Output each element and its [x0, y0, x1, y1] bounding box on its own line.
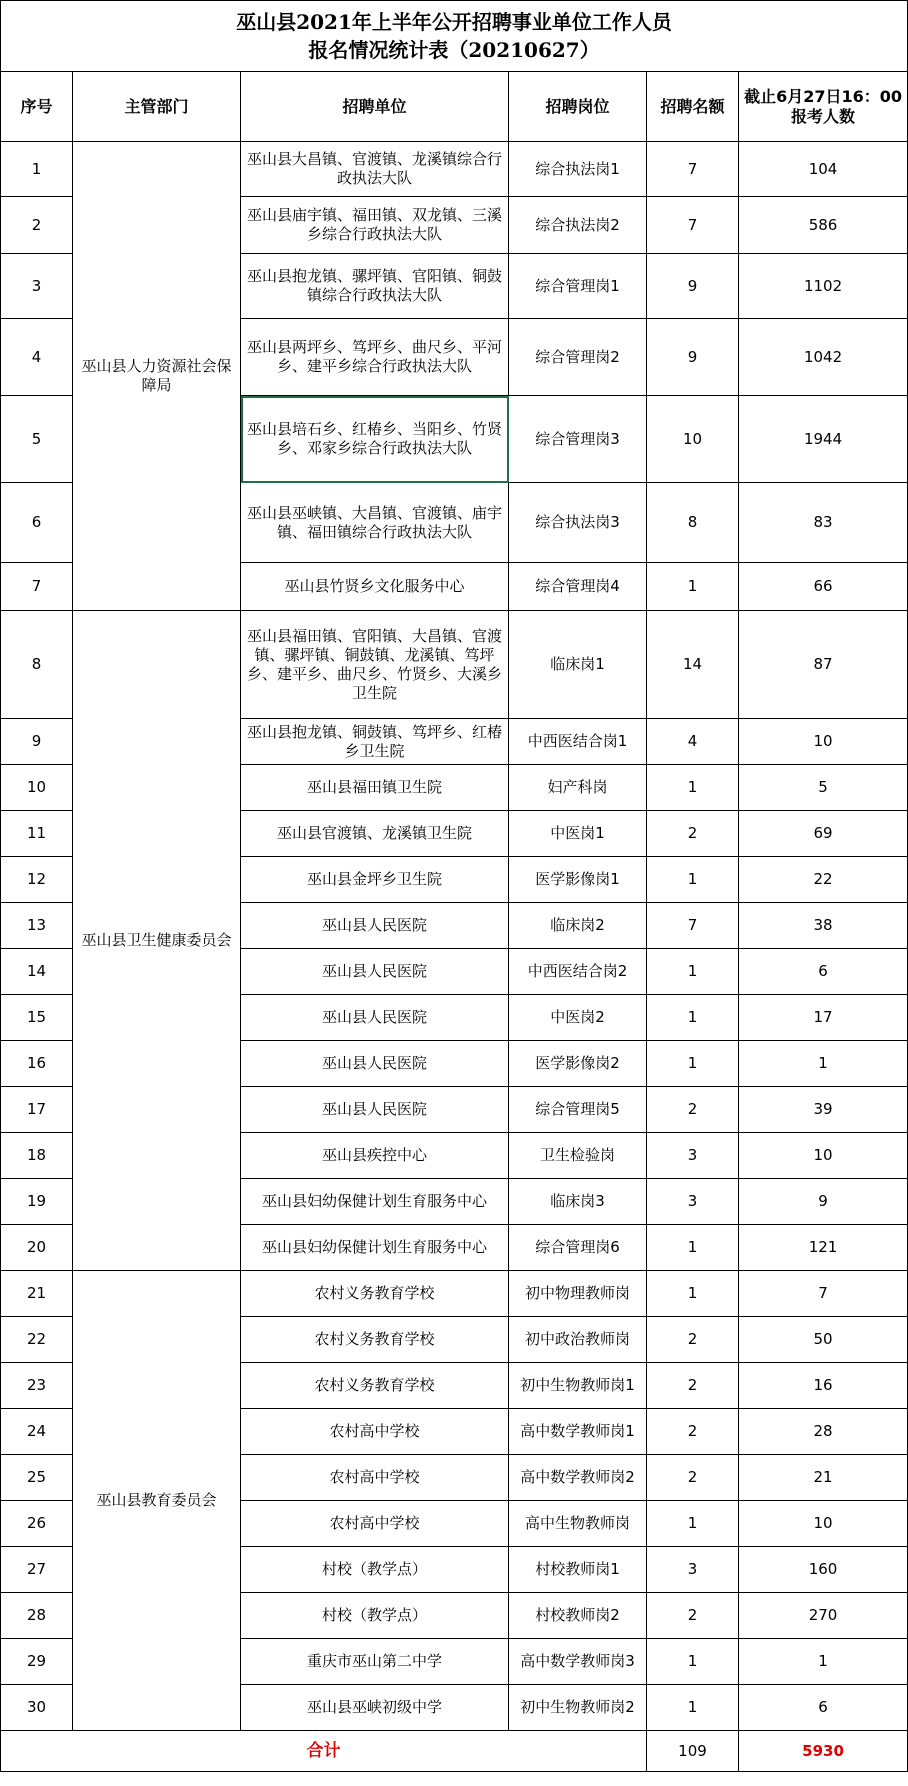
cell-applicants[interactable]: 121 — [739, 1225, 908, 1271]
cell-quota[interactable]: 7 — [647, 903, 739, 949]
cell-position[interactable]: 初中物理教师岗 — [509, 1271, 647, 1317]
cell-quota[interactable]: 10 — [647, 396, 739, 483]
cell-applicants[interactable]: 6 — [739, 1685, 908, 1731]
cell-applicants[interactable]: 21 — [739, 1455, 908, 1501]
cell-position[interactable]: 中医岗2 — [509, 995, 647, 1041]
cell-position[interactable]: 高中数学教师岗2 — [509, 1455, 647, 1501]
cell-applicants[interactable]: 1 — [739, 1041, 908, 1087]
cell-applicants[interactable]: 5 — [739, 765, 908, 811]
cell-applicants[interactable]: 66 — [739, 563, 908, 611]
cell-position[interactable]: 初中生物教师岗2 — [509, 1685, 647, 1731]
cell-applicants[interactable]: 22 — [739, 857, 908, 903]
total-label[interactable]: 合计 — [1, 1731, 647, 1772]
cell-seq[interactable]: 23 — [1, 1363, 73, 1409]
cell-quota[interactable]: 1 — [647, 1041, 739, 1087]
cell-seq[interactable]: 19 — [1, 1179, 73, 1225]
cell-seq[interactable]: 12 — [1, 857, 73, 903]
table-row — [1, 1271, 908, 1317]
cell-position[interactable]: 综合执法岗2 — [509, 197, 647, 254]
cell-position[interactable]: 高中生物教师岗 — [509, 1501, 647, 1547]
cell-position[interactable]: 综合管理岗1 — [509, 254, 647, 319]
cell-unit[interactable]: 巫山县抱龙镇、骡坪镇、官阳镇、铜鼓镇综合行政执法大队 — [241, 254, 509, 319]
header-unit[interactable]: 招聘单位 — [241, 72, 509, 142]
cell-quota[interactable]: 3 — [647, 1547, 739, 1593]
cell-dept[interactable]: 巫山县教育委员会 — [73, 1271, 241, 1731]
cell-seq[interactable]: 21 — [1, 1271, 73, 1317]
cell-seq[interactable]: 18 — [1, 1133, 73, 1179]
cell-position[interactable]: 医学影像岗1 — [509, 857, 647, 903]
cell-position[interactable]: 村校教师岗1 — [509, 1547, 647, 1593]
table-row — [1, 142, 908, 197]
cell-quota[interactable]: 2 — [647, 1455, 739, 1501]
cell-unit[interactable]: 重庆市巫山第二中学 — [241, 1639, 509, 1685]
cell-applicants[interactable]: 50 — [739, 1317, 908, 1363]
cell-seq[interactable]: 5 — [1, 396, 73, 483]
cell-seq[interactable]: 20 — [1, 1225, 73, 1271]
cell-seq[interactable]: 15 — [1, 995, 73, 1041]
header-quota[interactable]: 招聘名额 — [647, 72, 739, 142]
table-row — [1, 611, 908, 719]
cell-applicants[interactable]: 10 — [739, 719, 908, 765]
cell-unit[interactable]: 农村义务教育学校 — [241, 1363, 509, 1409]
cell-quota[interactable]: 2 — [647, 1087, 739, 1133]
total-row — [1, 1731, 908, 1772]
cell-unit[interactable]: 巫山县疾控中心 — [241, 1133, 509, 1179]
cell-quota[interactable]: 7 — [647, 197, 739, 254]
cell-unit[interactable]: 巫山县两坪乡、笃坪乡、曲尺乡、平河乡、建平乡综合行政执法大队 — [241, 319, 509, 396]
table-title[interactable] — [1, 1, 908, 72]
total-applicants[interactable]: 5930 — [739, 1731, 908, 1772]
cell-unit[interactable]: 巫山县培石乡、红椿乡、当阳乡、竹贤乡、邓家乡综合行政执法大队 — [241, 396, 509, 483]
cell-position[interactable]: 综合执法岗1 — [509, 142, 647, 197]
cell-quota[interactable]: 1 — [647, 765, 739, 811]
cell-applicants[interactable]: 17 — [739, 995, 908, 1041]
cell-unit[interactable]: 巫山县人民医院 — [241, 1087, 509, 1133]
cell-seq[interactable]: 13 — [1, 903, 73, 949]
cell-quota[interactable]: 1 — [647, 1271, 739, 1317]
cell-seq[interactable]: 28 — [1, 1593, 73, 1639]
cell-position[interactable]: 中西医结合岗1 — [509, 719, 647, 765]
cell-position[interactable]: 高中数学教师岗1 — [509, 1409, 647, 1455]
cell-quota[interactable]: 8 — [647, 483, 739, 563]
cell-quota[interactable]: 2 — [647, 811, 739, 857]
cell-seq[interactable]: 14 — [1, 949, 73, 995]
cell-applicants[interactable]: 270 — [739, 1593, 908, 1639]
cell-unit[interactable]: 巫山县人民医院 — [241, 949, 509, 995]
title-line-1: 巫山县2021年上半年公开招聘事业单位工作人员 — [236, 10, 672, 34]
cell-unit[interactable]: 巫山县巫峡镇、大昌镇、官渡镇、庙宇镇、福田镇综合行政执法大队 — [241, 483, 509, 563]
cell-unit[interactable]: 农村高中学校 — [241, 1501, 509, 1547]
cell-unit[interactable]: 巫山县福田镇卫生院 — [241, 765, 509, 811]
cell-applicants[interactable]: 16 — [739, 1363, 908, 1409]
cell-position[interactable]: 妇产科岗 — [509, 765, 647, 811]
header-applicants-line2: 报考人数 — [791, 106, 856, 126]
cell-applicants[interactable]: 39 — [739, 1087, 908, 1133]
cell-applicants[interactable]: 6 — [739, 949, 908, 995]
cell-quota[interactable]: 2 — [647, 1363, 739, 1409]
cell-unit[interactable]: 巫山县妇幼保健计划生育服务中心 — [241, 1225, 509, 1271]
cell-position[interactable]: 综合管理岗6 — [509, 1225, 647, 1271]
cell-seq[interactable]: 25 — [1, 1455, 73, 1501]
cell-unit[interactable]: 巫山县竹贤乡文化服务中心 — [241, 563, 509, 611]
cell-seq[interactable]: 16 — [1, 1041, 73, 1087]
cell-applicants[interactable]: 10 — [739, 1133, 908, 1179]
cell-quota[interactable]: 1 — [647, 563, 739, 611]
cell-position[interactable]: 中西医结合岗2 — [509, 949, 647, 995]
cell-quota[interactable]: 2 — [647, 1593, 739, 1639]
cell-quota[interactable]: 1 — [647, 1225, 739, 1271]
cell-unit[interactable]: 村校（教学点） — [241, 1547, 509, 1593]
cell-quota[interactable]: 1 — [647, 949, 739, 995]
cell-seq[interactable]: 24 — [1, 1409, 73, 1455]
cell-applicants[interactable]: 28 — [739, 1409, 908, 1455]
cell-unit[interactable]: 巫山县人民医院 — [241, 1041, 509, 1087]
cell-position[interactable]: 临床岗3 — [509, 1179, 647, 1225]
cell-position[interactable]: 临床岗2 — [509, 903, 647, 949]
cell-position[interactable]: 中医岗1 — [509, 811, 647, 857]
cell-applicants[interactable]: 1944 — [739, 396, 908, 483]
cell-position[interactable]: 综合执法岗3 — [509, 483, 647, 563]
header-position[interactable]: 招聘岗位 — [509, 72, 647, 142]
cell-position[interactable]: 初中生物教师岗1 — [509, 1363, 647, 1409]
cell-quota[interactable]: 9 — [647, 254, 739, 319]
cell-seq[interactable]: 30 — [1, 1685, 73, 1731]
header-applicants[interactable] — [739, 72, 908, 142]
cell-position[interactable]: 临床岗1 — [509, 611, 647, 719]
header-seq[interactable]: 序号 — [1, 72, 73, 142]
cell-position[interactable]: 村校教师岗2 — [509, 1593, 647, 1639]
cell-seq[interactable]: 27 — [1, 1547, 73, 1593]
cell-applicants[interactable]: 104 — [739, 142, 908, 197]
cell-applicants[interactable]: 1042 — [739, 319, 908, 396]
cell-applicants[interactable]: 1102 — [739, 254, 908, 319]
cell-applicants[interactable]: 69 — [739, 811, 908, 857]
cell-applicants[interactable]: 1 — [739, 1639, 908, 1685]
cell-dept[interactable]: 巫山县人力资源社会保障局 — [73, 142, 241, 611]
cell-unit[interactable]: 巫山县巫峡初级中学 — [241, 1685, 509, 1731]
cell-applicants[interactable]: 83 — [739, 483, 908, 563]
cell-unit[interactable]: 村校（教学点） — [241, 1593, 509, 1639]
cell-position[interactable]: 综合管理岗3 — [509, 396, 647, 483]
cell-quota[interactable]: 1 — [647, 1639, 739, 1685]
cell-quota[interactable]: 14 — [647, 611, 739, 719]
cell-quota[interactable]: 2 — [647, 1317, 739, 1363]
cell-seq[interactable]: 10 — [1, 765, 73, 811]
cell-quota[interactable]: 1 — [647, 995, 739, 1041]
cell-unit[interactable]: 农村义务教育学校 — [241, 1271, 509, 1317]
cell-unit[interactable]: 巫山县人民医院 — [241, 995, 509, 1041]
cell-unit[interactable]: 巫山县官渡镇、龙溪镇卫生院 — [241, 811, 509, 857]
cell-unit[interactable]: 农村高中学校 — [241, 1409, 509, 1455]
cell-seq[interactable]: 22 — [1, 1317, 73, 1363]
cell-applicants[interactable]: 160 — [739, 1547, 908, 1593]
title-line-2: 报名情况统计表（20210627） — [308, 38, 600, 62]
cell-quota[interactable]: 7 — [647, 142, 739, 197]
cell-quota[interactable]: 4 — [647, 719, 739, 765]
cell-seq[interactable]: 4 — [1, 319, 73, 396]
cell-unit[interactable]: 农村高中学校 — [241, 1455, 509, 1501]
cell-position[interactable]: 综合管理岗2 — [509, 319, 647, 396]
cell-quota[interactable]: 3 — [647, 1133, 739, 1179]
cell-applicants[interactable]: 87 — [739, 611, 908, 719]
cell-unit[interactable]: 巫山县大昌镇、官渡镇、龙溪镇综合行政执法大队 — [241, 142, 509, 197]
cell-seq[interactable]: 9 — [1, 719, 73, 765]
cell-quota[interactable]: 1 — [647, 1501, 739, 1547]
cell-unit[interactable]: 巫山县庙宇镇、福田镇、双龙镇、三溪乡综合行政执法大队 — [241, 197, 509, 254]
header-row — [1, 72, 908, 142]
cell-seq[interactable]: 2 — [1, 197, 73, 254]
header-applicants-line1: 截止6月27日16：00 — [744, 86, 902, 106]
cell-applicants[interactable]: 586 — [739, 197, 908, 254]
cell-quota[interactable]: 2 — [647, 1409, 739, 1455]
cell-quota[interactable]: 1 — [647, 1685, 739, 1731]
cell-position[interactable]: 高中数学教师岗3 — [509, 1639, 647, 1685]
cell-position[interactable]: 卫生检验岗 — [509, 1133, 647, 1179]
cell-applicants[interactable]: 9 — [739, 1179, 908, 1225]
cell-seq[interactable]: 6 — [1, 483, 73, 563]
cell-seq[interactable]: 8 — [1, 611, 73, 719]
cell-unit[interactable]: 农村义务教育学校 — [241, 1317, 509, 1363]
cell-unit[interactable]: 巫山县抱龙镇、铜鼓镇、笃坪乡、红椿乡卫生院 — [241, 719, 509, 765]
cell-seq[interactable]: 7 — [1, 563, 73, 611]
cell-position[interactable]: 综合管理岗4 — [509, 563, 647, 611]
cell-position[interactable]: 初中政治教师岗 — [509, 1317, 647, 1363]
cell-unit[interactable]: 巫山县人民医院 — [241, 903, 509, 949]
cell-unit[interactable]: 巫山县福田镇、官阳镇、大昌镇、官渡镇、骡坪镇、铜鼓镇、龙溪镇、笃坪乡、建平乡、曲尺乡、竹贤乡、大溪乡卫生院 — [241, 611, 509, 719]
cell-unit[interactable]: 巫山县妇幼保健计划生育服务中心 — [241, 1179, 509, 1225]
cell-quota[interactable]: 9 — [647, 319, 739, 396]
total-quota[interactable]: 109 — [647, 1731, 739, 1772]
cell-quota[interactable]: 1 — [647, 857, 739, 903]
cell-applicants[interactable]: 7 — [739, 1271, 908, 1317]
header-dept[interactable]: 主管部门 — [73, 72, 241, 142]
cell-unit[interactable]: 巫山县金坪乡卫生院 — [241, 857, 509, 903]
cell-position[interactable]: 综合管理岗5 — [509, 1087, 647, 1133]
cell-quota[interactable]: 3 — [647, 1179, 739, 1225]
cell-seq[interactable]: 17 — [1, 1087, 73, 1133]
cell-dept[interactable]: 巫山县卫生健康委员会 — [73, 611, 241, 1271]
cell-position[interactable]: 医学影像岗2 — [509, 1041, 647, 1087]
cell-applicants[interactable]: 38 — [739, 903, 908, 949]
title-row — [1, 1, 908, 72]
cell-seq[interactable]: 29 — [1, 1639, 73, 1685]
cell-seq[interactable]: 26 — [1, 1501, 73, 1547]
cell-seq[interactable]: 11 — [1, 811, 73, 857]
cell-seq[interactable]: 1 — [1, 142, 73, 197]
cell-seq[interactable]: 3 — [1, 254, 73, 319]
cell-applicants[interactable]: 10 — [739, 1501, 908, 1547]
